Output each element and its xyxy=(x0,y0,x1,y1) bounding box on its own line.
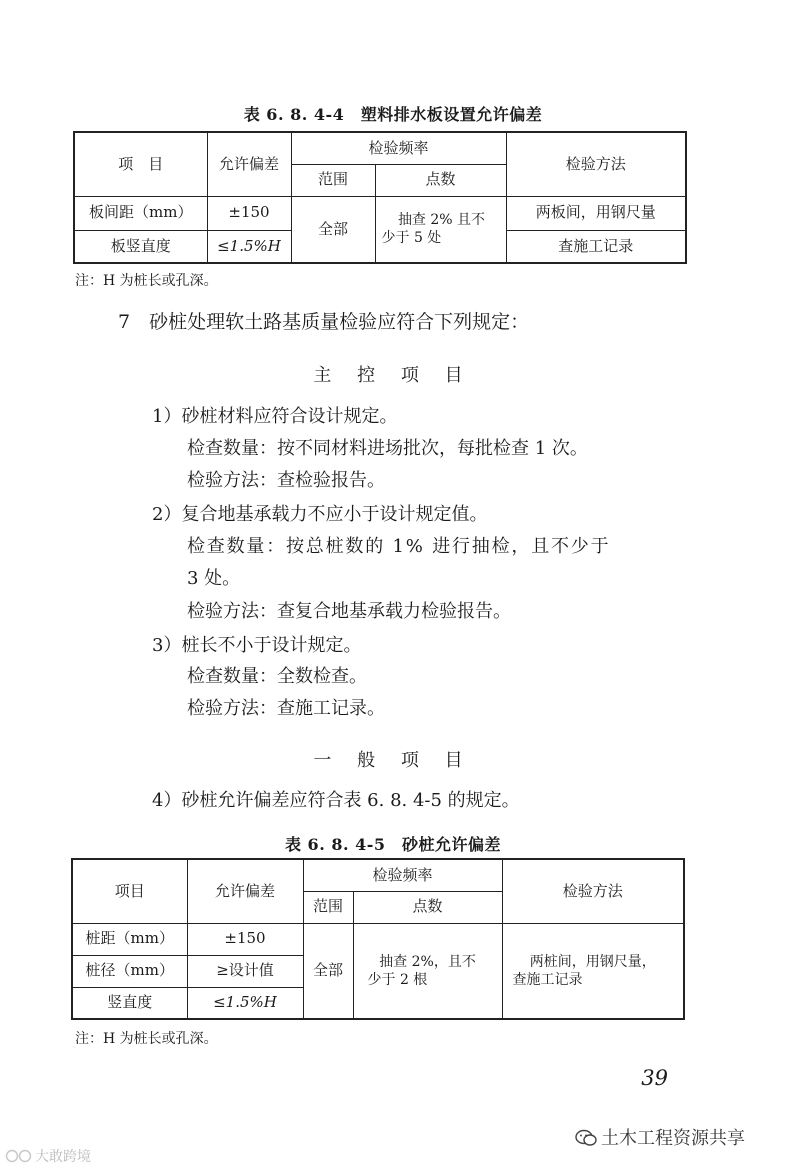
main-control-title: 主 控 项 目 xyxy=(313,365,473,386)
table2-points-line1: 抽查 2%，且不 xyxy=(379,953,476,970)
watermark-right xyxy=(575,1124,745,1150)
table1-row1-tolerance: ±150 xyxy=(207,196,291,230)
table1-header-item: 项 目 xyxy=(74,132,207,196)
general-items-title: 一 般 项 目 xyxy=(313,750,473,771)
item3-method: 检验方法：查施工记录。 xyxy=(187,698,385,719)
table1-points-value xyxy=(375,196,506,263)
item2-qty: 检查数量：按总桩数的 1% 进行抽检，且不少于 xyxy=(187,536,611,557)
item3-qty: 检查数量：全数检查。 xyxy=(187,666,367,687)
table1-row2-tolerance: ≤1.5%H xyxy=(207,230,291,263)
table2-caption: 表 6. 8. 4-5 砂桩允许偏差 xyxy=(284,835,502,854)
table2 xyxy=(71,858,685,1020)
table2-points-value xyxy=(353,923,502,1019)
page-number: 39 xyxy=(641,1066,668,1090)
watermark-left-text: 大敢跨境 xyxy=(35,1149,91,1165)
table1-header-scope: 范围 xyxy=(291,164,375,196)
table2-row1-tolerance: ±150 xyxy=(187,923,303,955)
table2-points-line2: 少于 2 根 xyxy=(367,971,428,988)
table1-row2-method: 查施工记录 xyxy=(506,230,686,263)
table1-note: 注：H 为桩长或孔深。 xyxy=(75,273,218,289)
table1-row2-item: 板竖直度 xyxy=(74,230,207,263)
table2-header-points: 点数 xyxy=(353,891,502,923)
item4-title: 4）砂桩允许偏差应符合表 6. 8. 4-5 的规定。 xyxy=(152,790,520,811)
watermark-left xyxy=(5,1146,91,1166)
table1-header-method: 检验方法 xyxy=(506,132,686,196)
item3-title: 3）桩长不小于设计规定。 xyxy=(152,635,362,656)
table2-method-line2: 查施工记录 xyxy=(512,971,583,988)
item2-title: 2）复合地基承载力不应小于设计规定值。 xyxy=(152,504,488,525)
table2-row2-item: 桩径（mm） xyxy=(72,955,187,987)
table2-row3-tolerance: ≤1.5%H xyxy=(187,987,303,1019)
watermark-logo-icon xyxy=(5,1149,35,1163)
table1-header-points: 点数 xyxy=(375,164,506,196)
table2-row1-item: 桩距（mm） xyxy=(72,923,187,955)
table2-row2-tolerance: ≥设计值 xyxy=(187,955,303,987)
table1-row1-item: 板间距（mm） xyxy=(74,196,207,230)
table2-header-scope: 范围 xyxy=(303,891,353,923)
table1 xyxy=(73,131,687,264)
table2-header-method: 检验方法 xyxy=(502,859,684,923)
item1-qty: 检查数量：按不同材料进场批次，每批检查 1 次。 xyxy=(187,438,588,459)
item1-title: 1）砂桩材料应符合设计规定。 xyxy=(152,406,398,427)
table1-header-frequency: 检验频率 xyxy=(291,132,506,164)
table2-row3-item: 竖直度 xyxy=(72,987,187,1019)
table1-scope-value: 全部 xyxy=(291,196,375,263)
watermark-right-text: 土木工程资源共享 xyxy=(601,1128,745,1149)
section-heading: 7 砂桩处理软土路基质量检验应符合下列规定： xyxy=(118,311,530,333)
item1-method: 检验方法：查检验报告。 xyxy=(187,470,385,491)
wechat-icon xyxy=(575,1129,597,1147)
table2-method-value xyxy=(502,923,684,1019)
table1-row1-method: 两板间，用钢尺量 xyxy=(506,196,686,230)
item2-method: 检验方法：查复合地基承载力检验报告。 xyxy=(187,601,511,622)
table1-points-line1: 抽查 2% 且不 xyxy=(397,212,486,229)
table2-header-tolerance: 允许偏差 xyxy=(187,859,303,923)
table2-method-line1: 两桩间，用钢尺量， xyxy=(529,953,656,970)
table2-header-item: 项目 xyxy=(72,859,187,923)
table1-caption: 表 6. 8. 4-4 塑料排水板设置允许偏差 xyxy=(243,105,543,124)
table2-note: 注：H 为桩长或孔深。 xyxy=(75,1031,218,1047)
table1-points-line2: 少于 5 处 xyxy=(381,230,442,247)
table1-header-tolerance: 允许偏差 xyxy=(207,132,291,196)
table2-header-frequency: 检验频率 xyxy=(303,859,502,891)
table2-scope-value: 全部 xyxy=(303,923,353,1019)
item2-qty-cont: 3 处。 xyxy=(187,568,241,589)
